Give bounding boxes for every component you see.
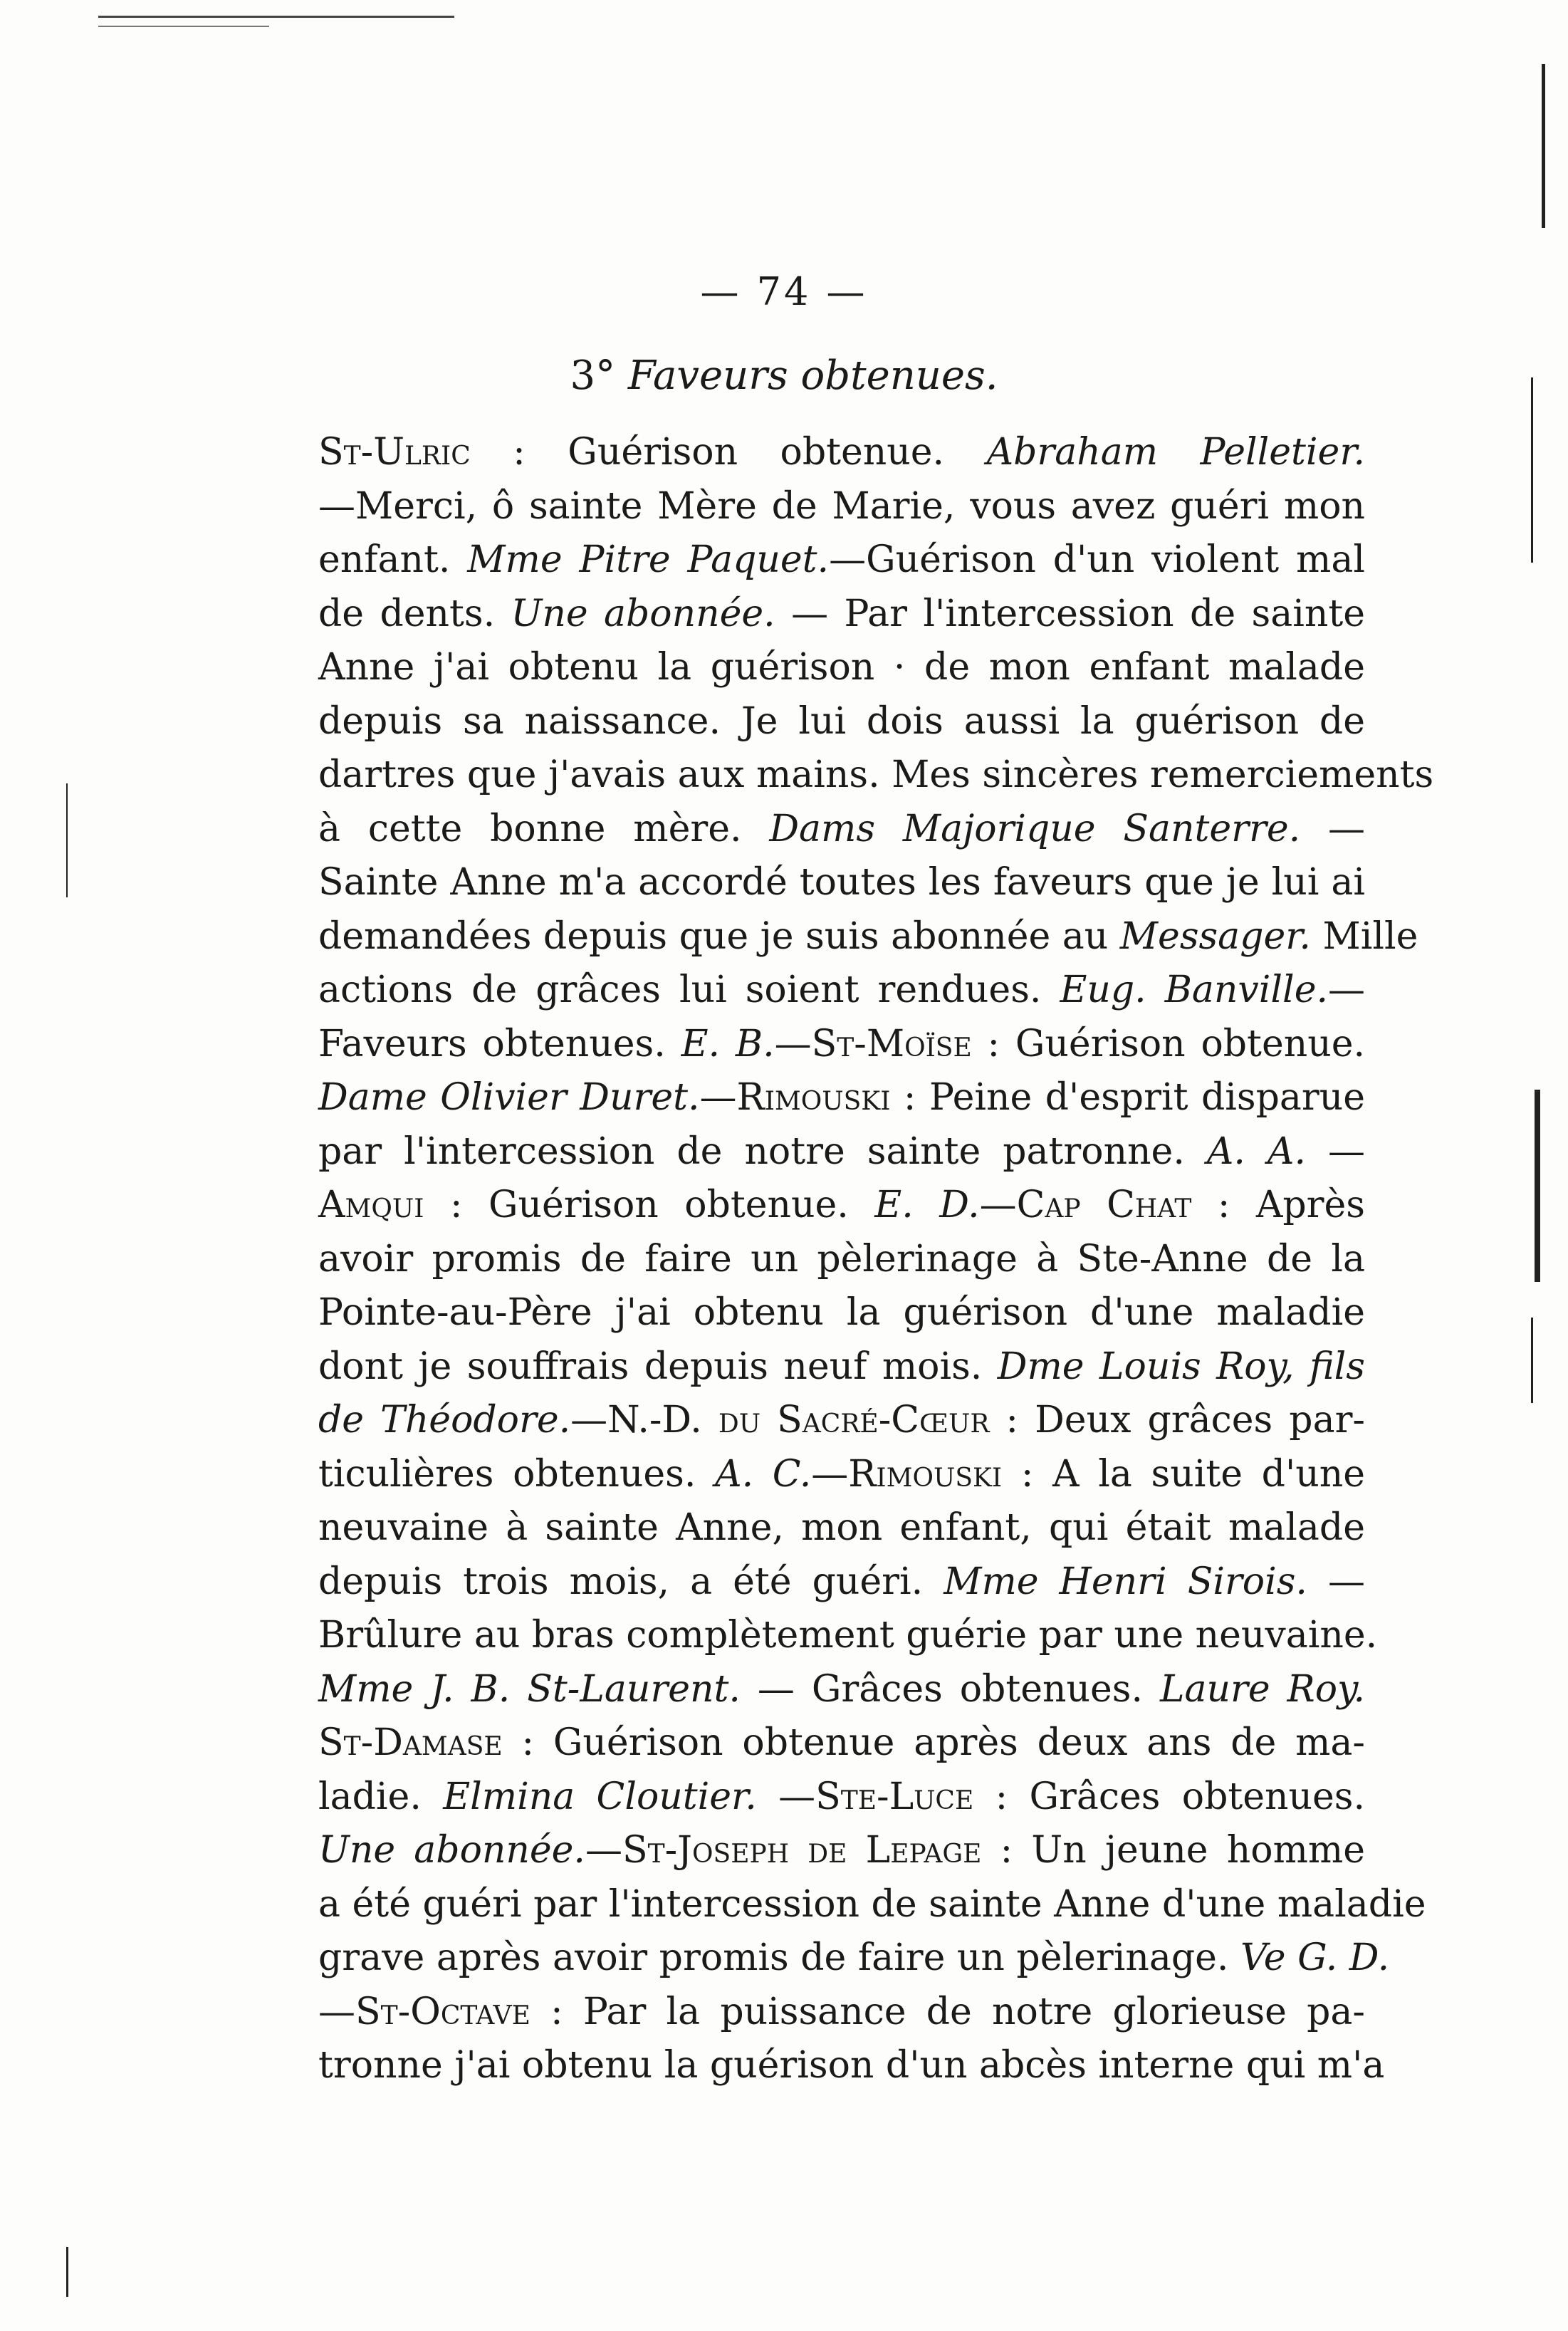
text-segment: —: [699, 1076, 737, 1119]
text-line: [318, 1663, 1365, 1717]
text-line: [318, 641, 1365, 695]
body-text: [318, 426, 1434, 2093]
text-line: [318, 1018, 1365, 1072]
text-segment: —: [1306, 1130, 1365, 1173]
text-segment: — Par l'intercession de sainte: [775, 592, 1365, 635]
text-segment: —: [811, 1452, 849, 1496]
text-line: [318, 1824, 1365, 1878]
text-segment: —: [1307, 1560, 1366, 1603]
scan-edge-right-4: [1531, 1318, 1533, 1403]
italic-segment: Dme Louis Roy, fils: [997, 1345, 1365, 1388]
text-segment: : Peine d'esprit disparue: [890, 1076, 1365, 1119]
text-segment: —: [756, 1775, 816, 1818]
text-segment: actions de grâces lui soient rendues.: [318, 969, 1060, 1011]
text-line: [318, 588, 1365, 642]
text-line: [318, 803, 1365, 857]
text-segment: : Deux grâces par-: [989, 1399, 1365, 1441]
text-segment: ladie.: [318, 1775, 444, 1818]
italic-segment: Messager.: [1119, 914, 1311, 958]
text-line: [318, 1233, 1365, 1287]
text-segment: —: [1300, 807, 1366, 850]
text-line: [318, 1771, 1365, 1825]
text-line: [318, 533, 1365, 588]
text-segment: Anne j'ai obtenu la guérison · de mon enfant malade: [318, 646, 1365, 689]
section-number: 3°: [570, 353, 616, 399]
text-segment: dartres que j'avais aux mains. Mes sincères remerciements: [318, 753, 1434, 796]
text-segment: ticulières obtenues.: [318, 1452, 716, 1496]
text-line: [318, 1340, 1365, 1394]
text-segment: Faveurs obtenues.: [318, 1022, 681, 1065]
italic-segment: Mme Pitre Paquet.: [467, 538, 830, 581]
italic-segment: Abraham Pelletier.: [986, 431, 1365, 474]
text-line: [318, 426, 1365, 480]
scan-edge-left-1: [66, 783, 68, 897]
italic-segment: Mme J. B. St-Laurent.: [318, 1667, 741, 1711]
text-segment: dont je souffrais depuis neuf mois.: [318, 1345, 998, 1388]
text-line: [318, 1286, 1365, 1340]
text-line: [318, 1555, 1365, 1610]
text-segment: par l'intercession de notre sainte patronne.: [318, 1130, 1207, 1173]
text-segment: : Un jeune homme: [981, 1829, 1365, 1872]
place-name: du Sacré-Cœur: [718, 1399, 990, 1441]
text-segment: —: [1328, 969, 1365, 1011]
place-name: St-Moïse: [811, 1022, 972, 1065]
text-segment: : Guérison obtenue.: [424, 1184, 875, 1226]
text-line: [318, 1878, 1426, 1932]
text-segment: enfant.: [318, 538, 468, 581]
scan-edge-right-1: [1542, 64, 1545, 228]
text-segment: —Guérison d'un violent mal: [829, 538, 1365, 581]
top-rule-secondary: [98, 26, 269, 27]
text-segment: a été guéri par l'intercession de sainte Anne d'une maladie: [318, 1882, 1426, 1926]
text-segment: neuvaine à sainte Anne, mon enfant, qui était malade: [318, 1506, 1365, 1549]
text-segment: Brûlure au bras complètement guérie par une neuvaine.: [318, 1614, 1378, 1657]
place-name: St-Damase: [318, 1721, 503, 1764]
text-segment: : Après: [1191, 1184, 1365, 1226]
text-segment: —: [979, 1184, 1017, 1226]
italic-segment: Ve G. D.: [1240, 1936, 1390, 1979]
italic-segment: Eug. Banville.: [1060, 969, 1328, 1011]
italic-segment: Une abonnée.: [511, 592, 775, 635]
text-segment: —: [585, 1829, 622, 1872]
text-segment: de dents.: [318, 592, 511, 635]
top-rule: [98, 16, 454, 18]
text-segment: Mille: [1310, 914, 1418, 958]
text-segment: : Guérison obtenue.: [971, 1022, 1365, 1065]
scan-edge-left-2: [66, 2247, 68, 2297]
place-name: Amqui: [318, 1184, 424, 1226]
text-line: [318, 856, 1365, 910]
place-name: Rimouski: [736, 1076, 891, 1119]
text-line: [318, 480, 1365, 534]
place-name: St-Joseph de Lepage: [622, 1829, 982, 1872]
place-name: St-Octave: [355, 1990, 530, 2033]
text-segment: grave après avoir promis de faire un pèlerinage.: [318, 1936, 1240, 1979]
place-name: St-Ulric: [318, 431, 471, 474]
text-segment: Sainte Anne m'a accordé toutes les faveurs que je lui ai: [318, 861, 1365, 904]
scan-edge-right-3: [1535, 1090, 1540, 1282]
text-segment: tronne j'ai obtenu la guérison d'un abcès interne qui m'a: [318, 2044, 1385, 2087]
section-title-text: Faveurs obtenues.: [627, 353, 998, 399]
italic-segment: de Théodore.: [318, 1399, 571, 1441]
italic-segment: A. A.: [1206, 1130, 1306, 1173]
text-segment: —N.-D.: [570, 1399, 718, 1441]
text-line: [318, 749, 1434, 803]
italic-segment: Dame Olivier Duret.: [318, 1076, 700, 1119]
text-line: [318, 1071, 1365, 1125]
place-name: Rimouski: [848, 1452, 1003, 1496]
italic-segment: A. C.: [715, 1452, 812, 1496]
place-name: Ste-Luce: [815, 1775, 974, 1818]
text-segment: demandées depuis que je suis abonnée au: [318, 914, 1120, 958]
text-segment: depuis trois mois, a été guéri.: [318, 1560, 944, 1603]
italic-segment: Mme Henri Sirois.: [944, 1560, 1307, 1603]
italic-segment: Dams Majorique Santerre.: [769, 807, 1301, 850]
text-line: [318, 1179, 1365, 1233]
text-segment: avoir promis de faire un pèlerinage à Ste-Anne de la: [318, 1237, 1365, 1281]
text-line: [318, 2039, 1385, 2093]
text-segment: : A la suite d'une: [1002, 1452, 1365, 1496]
text-segment: —Merci, ô sainte Mère de Marie, vous avez guéri mon: [318, 484, 1365, 528]
text-line: [318, 695, 1365, 749]
text-line: [318, 1931, 1390, 1986]
text-segment: Pointe-au-Père j'ai obtenu la guérison d'une maladie: [318, 1291, 1365, 1334]
italic-segment: E. B.: [681, 1022, 775, 1065]
text-line: [318, 1501, 1365, 1555]
text-line: [318, 1125, 1365, 1179]
scan-edge-right-2: [1531, 377, 1533, 563]
text-segment: —: [774, 1022, 812, 1065]
page-number: — 74 —: [700, 269, 868, 314]
text-segment: depuis sa naissance. Je lui dois aussi la guérison de: [318, 699, 1365, 743]
text-segment: : Grâces obtenues.: [973, 1775, 1365, 1818]
text-segment: : Guérison obtenue après deux ans de ma-: [502, 1721, 1365, 1764]
italic-segment: Une abonnée.: [318, 1829, 585, 1872]
italic-segment: E. D.: [874, 1184, 980, 1226]
text-line: [318, 964, 1365, 1018]
text-segment: —: [318, 1990, 355, 2033]
text-segment: à cette bonne mère.: [318, 807, 770, 850]
text-segment: : Guérison obtenue.: [470, 431, 987, 474]
text-line: [318, 1986, 1365, 2040]
section-title: [0, 353, 1568, 399]
italic-segment: Laure Roy.: [1159, 1667, 1365, 1711]
text-line: [318, 1448, 1365, 1502]
place-name: Cap Chat: [1016, 1184, 1192, 1226]
text-line: [318, 1394, 1365, 1448]
text-segment: — Grâces obtenues.: [740, 1667, 1160, 1711]
text-line: [318, 910, 1418, 964]
italic-segment: Elmina Cloutier.: [443, 1775, 757, 1818]
text-line: [318, 1716, 1365, 1771]
text-line: [318, 1609, 1378, 1663]
text-segment: : Par la puissance de notre glorieuse pa-: [530, 1990, 1365, 2033]
